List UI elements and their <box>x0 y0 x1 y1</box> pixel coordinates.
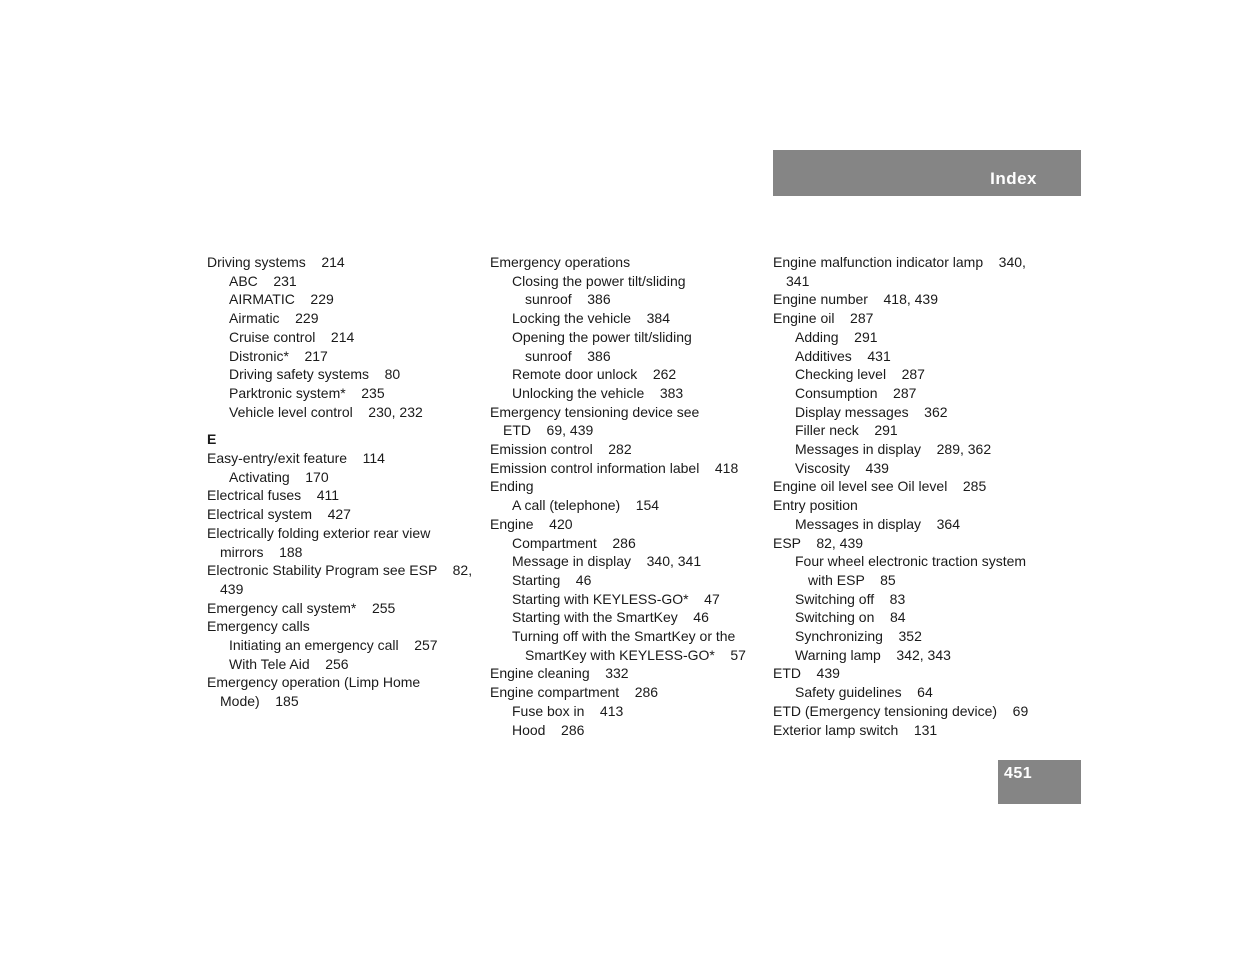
index-entry: Ending <box>490 478 534 495</box>
index-entry: Closing the power tilt/sliding <box>512 272 686 289</box>
section-header-box <box>773 150 1081 196</box>
index-entry: Emergency calls <box>207 618 310 635</box>
index-entry: Consumption 287 <box>795 384 917 401</box>
index-entry: Switching off 83 <box>795 590 906 607</box>
index-entry: mirrors 188 <box>220 543 303 560</box>
index-entry: 341 <box>786 272 810 289</box>
index-entry: Initiating an emergency call 257 <box>229 637 438 654</box>
index-entry: Synchronizing 352 <box>795 628 922 645</box>
index-entry: Switching on 84 <box>795 609 906 626</box>
index-entry: Emergency operation (Limp Home <box>207 674 421 691</box>
index-entry: ABC 231 <box>229 272 297 289</box>
index-entry: Messages in display 289, 362 <box>795 441 992 458</box>
index-entry: Engine 420 <box>490 515 573 532</box>
index-entry: with ESP 85 <box>808 571 896 588</box>
index-column-1 <box>207 253 482 711</box>
index-entry: Locking the vehicle 384 <box>512 310 670 327</box>
index-entry: Emission control 282 <box>490 441 632 458</box>
index-entry: Compartment 286 <box>512 534 636 551</box>
index-entry: Exterior lamp switch 131 <box>773 721 938 738</box>
index-entry: Engine malfunction indicator lamp 340, <box>773 254 1026 270</box>
index-entry: SmartKey with KEYLESS-GO* 57 <box>525 646 746 663</box>
index-entry: Viscosity 439 <box>795 459 889 476</box>
index-entry: Opening the power tilt/sliding <box>512 328 692 345</box>
page-number: 451 <box>1004 765 1033 782</box>
index-entry: With Tele Aid 256 <box>229 655 349 672</box>
index-entry: sunroof 386 <box>525 291 611 308</box>
index-entry: ETD (Emergency tensioning device) 69 <box>773 702 1029 719</box>
index-entry: Warning lamp 342, 343 <box>795 646 951 663</box>
index-entry: Cruise control 214 <box>229 328 355 345</box>
page-number-box <box>998 760 1081 804</box>
index-entry: ESP 82, 439 <box>773 534 864 551</box>
index-entry: Entry position <box>773 497 858 514</box>
index-entry: Airmatic 229 <box>229 310 319 327</box>
index-column-3 <box>773 253 1048 739</box>
index-entry: Driving systems 214 <box>207 254 345 270</box>
index-entry: Vehicle level control 230, 232 <box>229 403 423 420</box>
index-entry: Parktronic system* 235 <box>229 384 385 401</box>
index-entry: Starting with the SmartKey 46 <box>512 609 709 626</box>
index-entry: Messages in display 364 <box>795 515 960 532</box>
section-title: Index <box>990 169 1037 188</box>
index-entry: Message in display 340, 341 <box>512 553 702 570</box>
index-entry: Electrical system 427 <box>207 506 351 523</box>
index-entry: ETD 439 <box>773 665 840 682</box>
index-entry: Activating 170 <box>229 468 329 485</box>
index-entry: Easy-entry/exit feature 114 <box>207 450 385 467</box>
index-entry: A call (telephone) 154 <box>512 497 660 514</box>
index-entry: Filler neck 291 <box>795 422 898 439</box>
index-entry: 439 <box>220 580 244 597</box>
index-entry: Engine number 418, 439 <box>773 291 939 308</box>
index-entry: Checking level 287 <box>795 366 925 383</box>
index-entry: Starting with KEYLESS-GO* 47 <box>512 590 720 607</box>
index-entry: Adding 291 <box>795 328 878 345</box>
index-entry: Engine oil 287 <box>773 310 874 327</box>
index-entry: Safety guidelines 64 <box>795 684 933 701</box>
index-entry: Electrical fuses 411 <box>207 487 340 504</box>
index-entry: Emergency tensioning device see <box>490 403 700 420</box>
index-entry: Remote door unlock 262 <box>512 366 677 383</box>
index-entry: ETD 69, 439 <box>503 422 594 439</box>
index-entry: Emission control information label 418 <box>490 459 739 476</box>
index-column-2 <box>490 253 765 739</box>
index-entry: Display messages 362 <box>795 403 948 420</box>
index-entry: Hood 286 <box>512 721 585 738</box>
index-entry: Engine oil level see Oil level 285 <box>773 478 987 495</box>
index-entry: Starting 46 <box>512 571 592 588</box>
index-entry: Mode) 185 <box>220 693 299 710</box>
index-entry: Driving safety systems 80 <box>229 366 401 383</box>
index-entry: Emergency operations <box>490 254 631 270</box>
index-entry: Four wheel electronic traction system <box>795 553 1027 570</box>
index-entry: Electronic Stability Program see ESP 82, <box>207 562 473 579</box>
index-entry: Fuse box in 413 <box>512 702 624 719</box>
index-entry: Additives 431 <box>795 347 891 364</box>
index-entry: Turning off with the SmartKey or the <box>512 628 736 645</box>
index-entry: Electrically folding exterior rear view <box>207 524 431 541</box>
index-entry: sunroof 386 <box>525 347 611 364</box>
index-entry: AIRMATIC 229 <box>229 291 334 308</box>
index-entry: Engine cleaning 332 <box>490 665 629 682</box>
index-entry: Unlocking the vehicle 383 <box>512 384 684 401</box>
index-entry: Emergency call system* 255 <box>207 599 396 616</box>
index-entry: Distronic* 217 <box>229 347 328 364</box>
index-letter-heading: E <box>207 431 217 448</box>
index-entry: Engine compartment 286 <box>490 684 659 701</box>
